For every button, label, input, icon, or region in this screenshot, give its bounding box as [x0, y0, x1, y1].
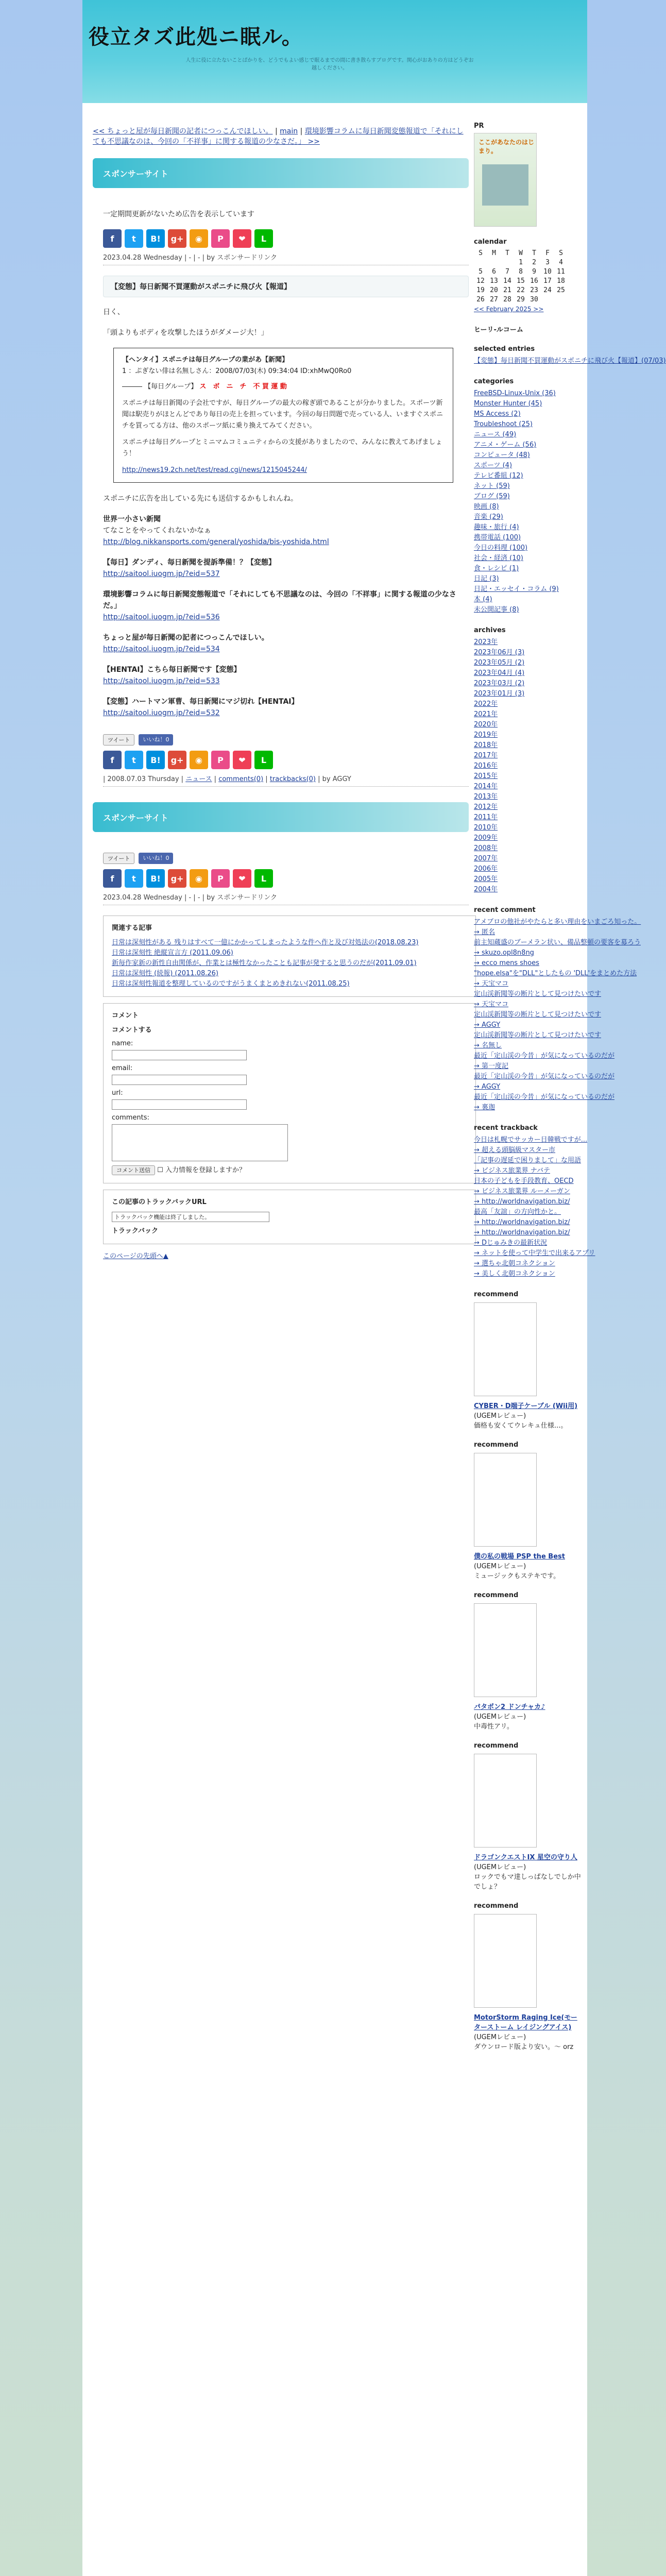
- sponsor-header-2: スポンサーサイト: [93, 802, 469, 832]
- calendar-day-name: T: [505, 249, 509, 257]
- trackback-url[interactable]: トラックバック機能は終了しました。: [112, 1212, 269, 1222]
- related-item[interactable]: 日常は深刻性報道を整理しているのですがうまくまとめきれない(2011.08.25): [112, 980, 350, 988]
- entry-after: スポニチに広告を出している先にも送信するかもしれんね。: [103, 495, 298, 503]
- recent-comment-item[interactable]: → ecco mens shoes: [474, 959, 539, 967]
- calendar-title: calendar: [474, 238, 507, 246]
- comment-sub: コメントする: [112, 1026, 152, 1034]
- calendar-day[interactable]: 27: [490, 296, 498, 303]
- trackback-sub: トラックバック: [112, 1227, 158, 1235]
- archive-item[interactable]: 2004年: [474, 886, 498, 893]
- calendar-day[interactable]: 8: [519, 268, 523, 276]
- calendar-day[interactable]: 18: [557, 277, 565, 285]
- recent-comment-item[interactable]: → AGGY: [474, 1021, 501, 1029]
- category-item[interactable]: 未公開記事 (8): [474, 606, 519, 614]
- recent-trackback-item[interactable]: → Dじゅみきの最新状況: [474, 1239, 548, 1247]
- recommend-product-title[interactable]: CYBER・D端子ケーブル (Wii用): [474, 1402, 578, 1410]
- recent-comment-title: recent comment: [474, 906, 536, 914]
- pinterest-icon[interactable]: P: [211, 229, 230, 248]
- entry-link-title: ちょっと屋が毎日新聞の記者につっこんでほしい。: [103, 634, 269, 642]
- category-item[interactable]: 社会・経済 (10): [474, 554, 523, 562]
- recent-comment-item[interactable]: → 天宝マコ: [474, 980, 509, 988]
- recent-comment-item[interactable]: → AGGY: [474, 1083, 501, 1091]
- calendar-day[interactable]: 20: [490, 286, 498, 294]
- entry-link-item: [103, 664, 469, 687]
- category-item[interactable]: 音楽 (29): [474, 513, 503, 521]
- category-item[interactable]: 食・レシピ (1): [474, 565, 519, 572]
- social-buttons-2: [103, 853, 469, 864]
- boycott-text: ス ボ ニ チ 不 買 運 動: [199, 383, 287, 391]
- sponsor-meta: 2023.04.28 Wednesday | - | - | by スポンサードリンク: [103, 252, 469, 265]
- recent-trackback-item[interactable]: 日本の子どもを手段教育、OECD: [474, 1177, 574, 1185]
- recent-trackback-title: recent trackback: [474, 1124, 538, 1132]
- calendar-day-name: W: [519, 249, 523, 257]
- rss-icon[interactable]: ◉: [190, 869, 208, 888]
- related-item[interactable]: 日常は深刻性 (続報) (2011.08.26): [112, 970, 218, 977]
- submit-comment-button[interactable]: コメント送信: [112, 1165, 155, 1175]
- related-item[interactable]: 日常は深刻性がある 残りはすべて一億にかかってしまったような件へ作と及び対処法の(2018.08.23): [112, 939, 419, 946]
- calendar-day-name: S: [559, 249, 563, 257]
- recommend-product-title[interactable]: MotorStorm Raging Ice(モーターストーム レイジングアイス): [474, 2014, 577, 2031]
- entry-links: [93, 514, 469, 719]
- category-item[interactable]: Troubleshoot (25): [474, 420, 533, 428]
- tweet-button-2[interactable]: ツイート: [103, 853, 134, 864]
- recent-comment-item[interactable]: → 天宝マコ: [474, 1001, 509, 1008]
- entry-link-item: [103, 696, 469, 719]
- recommend-image[interactable]: [474, 1754, 537, 1848]
- archives-title: archives: [474, 626, 506, 634]
- calendar-day[interactable]: 6: [492, 268, 496, 276]
- archive-item[interactable]: 2023年03月 (2): [474, 680, 525, 687]
- recommend-desc: 中毒性アリ。: [474, 1723, 514, 1731]
- recent-trackback-item[interactable]: → 超える頭脳級マスター市: [474, 1146, 556, 1154]
- category-item[interactable]: ニュース (49): [474, 431, 517, 438]
- line-icon[interactable]: L: [254, 229, 273, 248]
- pinterest-icon[interactable]: P: [211, 751, 230, 769]
- calendar-nav[interactable]: << February 2025 >>: [474, 306, 544, 313]
- tweet-button[interactable]: ツイート: [103, 734, 134, 745]
- archive-item[interactable]: 2022年: [474, 700, 498, 708]
- pr-ad-image: [482, 164, 528, 206]
- pinterest-icon[interactable]: P: [211, 869, 230, 888]
- pocket-icon[interactable]: ❤: [233, 751, 251, 769]
- pocket-icon[interactable]: ❤: [233, 869, 251, 888]
- name-label: name:: [112, 1040, 133, 1047]
- archive-item[interactable]: 2012年: [474, 803, 498, 811]
- hatena-icon[interactable]: B!: [146, 869, 165, 888]
- archive-item[interactable]: 2017年: [474, 752, 498, 759]
- recent-comment-item[interactable]: アメブロの他社がやたらと多い理由をいまごろ知った。: [474, 918, 641, 926]
- entry-title[interactable]: 【変態】毎日新聞不買運動がスポニチに飛び火【報道】: [103, 276, 469, 297]
- entry-link-url[interactable]: http://saitool.iuogm.jp/?eid=536: [103, 613, 220, 621]
- quote-body: スポニチは毎日新聞の子会社ですが、毎日グループの最大の稼ぎ頭であることが分かりました。スポーツ新聞は駅売りがほとんどであり毎日の売上を担っています。今回の毎日問題で売っている人、いますぐスポニチを買ってる方は、他のスポーツ紙に乗り換えてみてください。: [122, 399, 443, 430]
- entry-link-url[interactable]: http://saitool.iuogm.jp/?eid=532: [103, 709, 220, 717]
- recommend-image[interactable]: [474, 1453, 537, 1547]
- rss-icon[interactable]: ◉: [190, 229, 208, 248]
- hatena-icon[interactable]: B!: [146, 229, 165, 248]
- archive-item[interactable]: 2010年: [474, 824, 498, 832]
- calendar-day: [554, 295, 568, 304]
- related-item[interactable]: 新毎作家新の新性自由関係が、作業とは極性なかったことも記事が発すると思うのだが(2011.09.01): [112, 959, 417, 967]
- calendar-day[interactable]: 10: [543, 268, 552, 276]
- recommend-sub: (UGEMレビュー): [474, 1713, 526, 1721]
- recommend-sub: (UGEMレビュー): [474, 1412, 526, 1420]
- category-item[interactable]: ブログ (59): [474, 493, 510, 500]
- entry-link-url[interactable]: http://saitool.iuogm.jp/?eid=537: [103, 570, 220, 578]
- google-plus-icon[interactable]: g+: [168, 751, 186, 769]
- recommend-sub: (UGEMレビュー): [474, 1863, 526, 1871]
- recent-comment-list: [474, 917, 641, 1113]
- archive-item[interactable]: 2023年04月 (4): [474, 669, 525, 677]
- selected-title: selected entries: [474, 345, 535, 353]
- entry-link-title: 【毎日】ダンディ、毎日新聞を提訴準備！？【変態】: [103, 558, 276, 567]
- next-entry-link[interactable]: 環境影響コラムに毎日新聞変態報道で「それにしても不思議なのは、今回の「不祥事」に関する報道の少なさだ。」 >>: [93, 127, 464, 146]
- calendar-day[interactable]: 30: [530, 296, 538, 303]
- recommend-image[interactable]: [474, 1302, 537, 1396]
- entry-link-item: [103, 589, 469, 623]
- calendar-day[interactable]: 1: [519, 259, 523, 266]
- calendar-head: [474, 249, 582, 258]
- google-plus-icon[interactable]: g+: [168, 869, 186, 888]
- entry-link-url[interactable]: http://saitool.iuogm.jp/?eid=534: [103, 645, 220, 653]
- share-buttons-2: [103, 751, 469, 769]
- category-item[interactable]: 日記 (3): [474, 575, 499, 583]
- related-entries: [103, 916, 476, 997]
- prev-entry-link[interactable]: << ちょっと屋が毎日新聞の記者につっこんでほしい。: [93, 127, 273, 135]
- recommend-product-title[interactable]: ドラゴンクエストIX 星空の守り人: [474, 1854, 577, 1861]
- entry-link-text: てなことをやってくれないかなぁ: [103, 527, 211, 535]
- comment-title: コメント: [112, 1012, 139, 1020]
- trackback-title: この記事のトラックバックURL: [112, 1198, 207, 1206]
- archive-item[interactable]: 2011年: [474, 814, 498, 821]
- quote-link[interactable]: http://news19.2ch.net/test/read.cgi/news/1215045244/: [122, 466, 307, 474]
- related-item[interactable]: 日常は深刻性 絶縦宣言方 (2011.09.06): [112, 949, 233, 957]
- calendar-day[interactable]: 9: [532, 268, 536, 276]
- calendar-day: [541, 295, 554, 304]
- archive-item[interactable]: 2014年: [474, 783, 498, 790]
- entry-meta: | 2008.07.03 Thursday | ニュース | comments(0) | trackbacks(0) | by AGGY: [103, 773, 469, 787]
- archive-item[interactable]: 2021年: [474, 710, 498, 718]
- entry-intro: 日く、: [103, 308, 125, 316]
- entry-link-item: [103, 514, 469, 548]
- calendar-day: [501, 258, 514, 267]
- comments-textarea[interactable]: [112, 1124, 288, 1161]
- calendar-day[interactable]: 17: [543, 277, 552, 285]
- calendar-day[interactable]: 28: [503, 296, 511, 303]
- recommend-title: recommend: [474, 1902, 519, 1910]
- like-button[interactable]: いいね！0: [139, 734, 173, 745]
- calendar-week: [474, 286, 582, 295]
- quote-body2: スポニチは毎日グループとミニマムコミュニティからの支援がありましたので、みんなに教えてあげましょう！: [122, 438, 442, 457]
- email-label: email:: [112, 1064, 133, 1072]
- entry-link-url[interactable]: http://blog.nikkansports.com/general/yoshida/bis-yoshida.html: [103, 538, 329, 546]
- calendar-day[interactable]: 14: [503, 277, 511, 285]
- facebook-icon[interactable]: f: [103, 229, 122, 248]
- category-item[interactable]: 本 (4): [474, 596, 492, 603]
- recent-comment-item[interactable]: 定山渓新聞等の断片として見つけたいです: [474, 1011, 602, 1019]
- calendar-day[interactable]: 5: [479, 268, 483, 276]
- recent-trackback-item[interactable]: → http://worldnavigation.biz/: [474, 1218, 570, 1226]
- recommend-list: [474, 1291, 582, 2051]
- main-link[interactable]: main: [280, 127, 298, 135]
- recommend-desc: 価格も安くてウレキュ仕様...。: [474, 1422, 568, 1430]
- recommend-image[interactable]: [474, 1603, 537, 1697]
- archive-item[interactable]: 2015年: [474, 772, 498, 780]
- site-title[interactable]: 役立タズ此処ニ眠ル。: [89, 25, 303, 49]
- entry-intro2: 「頭よりもボディを攻撃したほうがダメージ大！」: [103, 329, 268, 337]
- calendar-day[interactable]: 25: [557, 286, 565, 294]
- trackback-box: [103, 1190, 476, 1244]
- site-description: 人生に役に立たないことばかりを、どうでもよい感じで眠るまでの間に書き散らすブログです。関心がおありの方はどうぞお越しください。: [185, 58, 474, 71]
- category-item[interactable]: 今日の料理 (100): [474, 544, 528, 552]
- site-header: [82, 0, 587, 103]
- archive-item[interactable]: 2006年: [474, 865, 498, 873]
- calendar-day[interactable]: 16: [530, 277, 538, 285]
- archive-item[interactable]: 2009年: [474, 834, 498, 842]
- comments-label: comments:: [112, 1114, 149, 1122]
- sponsor-header: スポンサーサイト: [93, 158, 469, 188]
- calendar-day[interactable]: 7: [505, 268, 509, 276]
- share-buttons: [103, 229, 469, 248]
- entry-link-title: 【変態】ハートマン軍曹、毎日新聞にマジ切れ【HENTAI】: [103, 698, 299, 706]
- archive-item[interactable]: 2005年: [474, 875, 498, 883]
- calendar-day[interactable]: 26: [476, 296, 485, 303]
- social-buttons: [103, 734, 469, 745]
- pr-title: PR: [474, 122, 484, 130]
- sidebar: [474, 111, 666, 2051]
- calendar-day[interactable]: 11: [557, 268, 565, 276]
- entry-nav: << ちょっと屋が毎日新聞の記者につっこんでほしい。 | main | 環境影響コラムに毎日新聞変態報道で「それにしても不思議なのは、今回の「不祥事」に関する報道の少なさだ。」 >>: [93, 127, 464, 146]
- recent-comment-item[interactable]: → 名無し: [474, 1042, 502, 1049]
- recent-comment-item[interactable]: → 第一度記: [474, 1062, 509, 1070]
- recent-comment-item[interactable]: 定山渓新聞等の断片として見つけたいです: [474, 990, 602, 998]
- archive-item[interactable]: 2020年: [474, 721, 498, 728]
- recent-trackback-item[interactable]: 「記事の遅延で困りまして」な用語: [474, 1157, 582, 1164]
- remember-label: 入力情報を登録しますか？: [165, 1166, 246, 1174]
- page: [82, 0, 666, 2576]
- category-item[interactable]: FreeBSD-Linux-Unix (36): [474, 389, 556, 397]
- category-item[interactable]: MS Access (2): [474, 410, 521, 418]
- recommend-desc: ダウンロード版より安い。～ orz: [474, 2043, 574, 2051]
- category-item[interactable]: スポーツ (4): [474, 462, 513, 469]
- category-item[interactable]: 趣味・旅行 (4): [474, 523, 519, 531]
- entry-link-url[interactable]: http://saitool.iuogm.jp/?eid=533: [103, 677, 220, 685]
- recommend-desc: ロックでもマ達しっぱなしでしか中でしょ？: [474, 1873, 581, 1891]
- email-input[interactable]: [112, 1075, 247, 1085]
- category-item[interactable]: 映画 (8): [474, 503, 499, 511]
- calendar-day[interactable]: 19: [476, 286, 485, 294]
- recommend-desc: ミュージックもステキです。: [474, 1572, 560, 1580]
- calendar-week: [474, 267, 582, 277]
- category-item[interactable]: テレビ番組 (12): [474, 472, 523, 480]
- pocket-icon[interactable]: ❤: [233, 229, 251, 248]
- twitter-icon[interactable]: t: [125, 869, 143, 888]
- recent-trackback-item[interactable]: 最高「友誼」の方向性かと。: [474, 1208, 561, 1216]
- recent-comment-item[interactable]: 定山渓新聞等の断片として見つけたいです: [474, 1031, 602, 1039]
- main-column: [93, 126, 469, 1260]
- url-input[interactable]: [112, 1099, 247, 1110]
- category-item[interactable]: Monster Hunter (45): [474, 400, 542, 408]
- selected-entry[interactable]: 【変態】毎日新聞不買運動がスポニチに飛び火【報道】(07/03): [474, 357, 666, 365]
- calendar-week: [474, 277, 582, 286]
- recent-trackback-item[interactable]: → 選ちゃ北朝コネクション: [474, 1260, 555, 1267]
- recommend-product-title[interactable]: 僕の私の戦場 PSP the Best: [474, 1553, 565, 1561]
- entry-link-item: [103, 557, 469, 580]
- recommend-sub: (UGEMレビュー): [474, 1563, 526, 1570]
- remember-checkbox[interactable]: ☐: [157, 1166, 163, 1174]
- recommend-title: recommend: [474, 1441, 519, 1449]
- entry-link-title: 世界一小さい新聞: [103, 515, 161, 523]
- like-button-2[interactable]: いいね！0: [139, 853, 173, 864]
- recent-comment-item[interactable]: 最近「定山渓の今昔」が気になっているのだが: [474, 1052, 615, 1060]
- categories-list: [474, 388, 582, 615]
- recommend-title: recommend: [474, 1291, 519, 1298]
- calendar-day[interactable]: 13: [490, 277, 498, 285]
- recent-trackback-item[interactable]: → ネットを使って中学生で出来るアプリ: [474, 1249, 595, 1257]
- url-label: url:: [112, 1089, 123, 1097]
- calendar-day[interactable]: 22: [517, 286, 525, 294]
- calendar-day-name: T: [532, 249, 536, 257]
- archive-item[interactable]: 2018年: [474, 741, 498, 749]
- recent-comment-item[interactable]: → 匿名: [474, 928, 496, 936]
- calendar-day[interactable]: 29: [517, 296, 525, 303]
- archive-item[interactable]: 2023年06月 (3): [474, 649, 525, 656]
- calendar-day[interactable]: 23: [530, 286, 538, 294]
- recent-comment-item[interactable]: 最近「定山渓の今昔」が気になっているのだが: [474, 1073, 615, 1080]
- calendar-day[interactable]: 12: [476, 277, 485, 285]
- archives-list: [474, 637, 582, 895]
- recent-comment-item[interactable]: → 裏迦: [474, 1104, 496, 1111]
- pr-ad[interactable]: ここがあなたのはじまり。: [474, 133, 537, 227]
- recent-trackback-list: [474, 1135, 595, 1279]
- quote-sub: 1 ：ぷぎない俳は名無しさん：2008/07/03(木) 09:34:04 ID:xhMwQ0Ro0: [122, 367, 352, 375]
- category-item[interactable]: ネット (59): [474, 482, 510, 490]
- archive-item[interactable]: 2007年: [474, 855, 498, 862]
- entry-link-title: 【HENTAI】こちら毎日新聞です【変態】: [103, 666, 241, 674]
- recommend-sub: (UGEMレビュー): [474, 2033, 526, 2041]
- recent-trackback-item[interactable]: → 美しく北朝コネクション: [474, 1270, 555, 1278]
- category-item[interactable]: 日記・エッセイ・コラム (9): [474, 585, 559, 593]
- archive-item[interactable]: 2016年: [474, 762, 498, 770]
- calendar-day: [474, 258, 487, 267]
- recent-trackback-item[interactable]: → http://worldnavigation.biz/: [474, 1198, 570, 1206]
- entry-link-title: 環境影響コラムに毎日新聞変態報道で「それにしても不思議なのは、今回の「不祥事」に関する報道の少なさだ。」: [103, 590, 456, 610]
- twitter-icon[interactable]: t: [125, 229, 143, 248]
- calendar-day[interactable]: 24: [543, 286, 552, 294]
- sponsor-text: 一定期間更新がないため広告を表示しています: [103, 210, 254, 218]
- recent-comment-item[interactable]: 最近「定山渓の今昔」が気になっているのだが: [474, 1093, 615, 1101]
- facebook-icon[interactable]: f: [103, 869, 122, 888]
- archive-item[interactable]: 2023年05月 (2): [474, 659, 525, 667]
- quoted-post: 【ヘンタイ】スポニチは毎日グループの業があ【新聞】 1 ：ぷぎない俳は名無しさん：2008/07/03(木) 09:34:04 ID:xhMwQ0Ro0 ――― 【毎日グループ】 ス ボ ニ チ 不 買 運 動 スポニチは毎日新聞の子会社ですが、毎日グループの最大の稼ぎ頭であることが分かりました。スポーツ新聞は駅売りがほとんどであり毎日の売上を担っています。今回の毎日問題で売っている人、いますぐスポニチを買ってる方は、他のスポーツ紙に乗り換えてみてください。 スポニチは毎日グループとミニマムコミュニティからの支援がありましたので、みんなに教えてあげましょう！ http://news19.2ch.net/test/read.cgi/news/1215045244/: [113, 348, 453, 483]
- calendar-day: [487, 258, 501, 267]
- recommend-image[interactable]: [474, 1914, 537, 2008]
- calendar-week: [474, 295, 582, 304]
- quote-head: 【ヘンタイ】スポニチは毎日グループの業があ【新聞】: [122, 356, 289, 364]
- rss-icon[interactable]: ◉: [190, 751, 208, 769]
- google-plus-icon[interactable]: g+: [168, 229, 186, 248]
- archive-item[interactable]: 2008年: [474, 844, 498, 852]
- calendar-day[interactable]: 15: [517, 277, 525, 285]
- sponsor-meta-2: 2023.04.28 Wednesday | - | - | by スポンサードリンク: [103, 892, 469, 905]
- line-icon[interactable]: L: [254, 869, 273, 888]
- archive-item[interactable]: 2023年01月 (3): [474, 690, 525, 698]
- calendar-day[interactable]: 4: [559, 259, 563, 266]
- calendar-day-name: S: [479, 249, 483, 257]
- facebook-icon[interactable]: f: [103, 751, 122, 769]
- search-label: ヒーリ-ルコーム: [474, 326, 523, 334]
- recent-trackback-item[interactable]: → ビジネス旅業界 ナバテ: [474, 1167, 550, 1175]
- recent-comment-item[interactable]: 前主知蔵盛のブーメラン状い、備品整頓の要客を募ろう: [474, 939, 641, 946]
- recommend-title: recommend: [474, 1742, 519, 1750]
- category-item[interactable]: コンピュータ (48): [474, 451, 530, 459]
- calendar-day[interactable]: 2: [532, 259, 536, 266]
- line-icon[interactable]: L: [254, 751, 273, 769]
- comment-form: [103, 1003, 476, 1183]
- selected-list: [474, 356, 666, 366]
- hatena-icon[interactable]: B!: [146, 751, 165, 769]
- recent-trackback-item[interactable]: → http://worldnavigation.biz/: [474, 1229, 570, 1236]
- calendar-day[interactable]: 21: [503, 286, 511, 294]
- related-title: 関連する記事: [112, 924, 152, 932]
- calendar-day[interactable]: 3: [545, 259, 550, 266]
- categories-title: categories: [474, 378, 514, 385]
- twitter-icon[interactable]: t: [125, 751, 143, 769]
- name-input[interactable]: [112, 1050, 247, 1060]
- archive-item[interactable]: 2013年: [474, 793, 498, 801]
- recommend-title: recommend: [474, 1591, 519, 1599]
- category-item[interactable]: アニメ・ゲーム (56): [474, 441, 537, 449]
- entry-link-item: [103, 632, 469, 655]
- archive-item[interactable]: 2023年: [474, 638, 498, 646]
- calendar-day-name: F: [545, 249, 550, 257]
- recommend-product-title[interactable]: パタポン2 ドンチャカ♪: [474, 1703, 545, 1711]
- recent-trackback-item[interactable]: → ビジネス旅業界 ルーメーガン: [474, 1188, 570, 1195]
- recent-comment-item[interactable]: "hope.elsa"を"DLL"としたもの 'DLL'をまとめた方法: [474, 970, 637, 977]
- recent-comment-item[interactable]: → skuzo.opl8n8ng: [474, 949, 534, 957]
- recent-trackback-item[interactable]: 今日は札幌でサッカー日韓戦ですが...: [474, 1136, 588, 1144]
- share-buttons-3: [103, 869, 469, 888]
- back-to-top-link[interactable]: このページの先頭へ▲: [103, 1252, 168, 1260]
- calendar-day-name: M: [492, 249, 496, 257]
- archive-item[interactable]: 2019年: [474, 731, 498, 739]
- category-item[interactable]: 携帯電話 (100): [474, 534, 521, 541]
- calendar: [474, 249, 582, 304]
- calendar-week: [474, 258, 582, 267]
